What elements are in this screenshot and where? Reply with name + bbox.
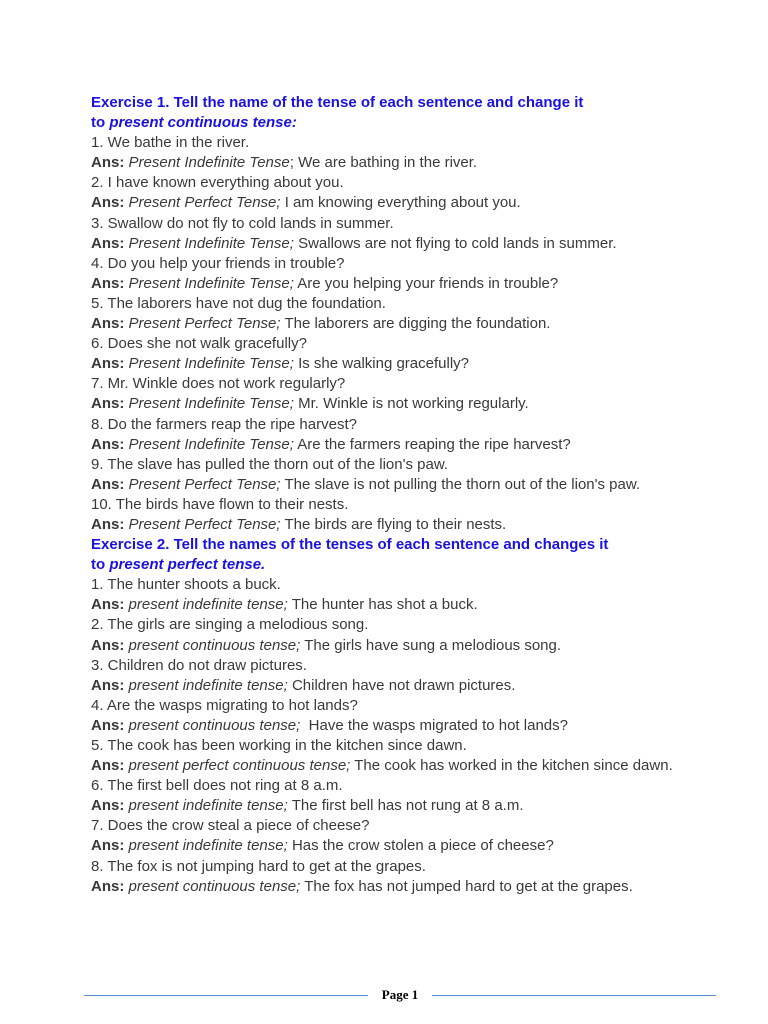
- exercise-1-heading: [91, 93, 731, 113]
- exercise-2-heading-line1: Exercise 2. Tell the names of the tenses of each sentence and changes it: [91, 536, 609, 554]
- ans-label: Ans:: [91, 274, 125, 292]
- exercise-1-heading-line1: Exercise 1. Tell the name of the tense of each sentence and change it: [91, 94, 584, 111]
- answer-text: The slave is not pulling the thorn out of the lion's paw.: [284, 475, 641, 493]
- exercise-2-heading-prefix: to: [91, 556, 110, 574]
- answer-line: [91, 234, 731, 254]
- ans-label: Ans:: [91, 154, 125, 172]
- exercise-1-heading-line2: [91, 113, 731, 133]
- question-line: 10. The birds have flown to their nests.: [91, 495, 349, 513]
- answer-line: [91, 595, 731, 615]
- answer-text: Are you helping your friends in trouble?: [297, 274, 559, 292]
- answer-line: [91, 274, 731, 294]
- ans-label: Ans:: [91, 837, 125, 855]
- answer-tense: Present Indefinite Tense;: [128, 274, 294, 292]
- question-line: 5. The laborers have not dug the foundation.: [91, 294, 386, 312]
- answer-text: The cook has worked in the kitchen since dawn.: [354, 757, 673, 775]
- answer-separator: ;: [289, 154, 299, 172]
- answer-line: [91, 836, 731, 856]
- answer-tense: Present Perfect Tense;: [128, 315, 281, 333]
- answer-line: [91, 515, 731, 535]
- ans-label: Ans:: [91, 716, 125, 734]
- exercise-2-heading-emphasis: present perfect tense.: [109, 556, 266, 574]
- answer-tense: present continuous tense;: [128, 636, 301, 654]
- question-line: 1. We bathe in the river.: [91, 134, 250, 152]
- question-line: 6. The first bell does not ring at 8 a.m.: [91, 777, 343, 795]
- ans-label: Ans:: [91, 355, 125, 373]
- answer-text: Mr. Winkle is not working regularly.: [298, 395, 529, 413]
- answer-line: [91, 796, 731, 816]
- exercise-1-items: [91, 133, 731, 535]
- answer-text: Has the crow stolen a piece of cheese?: [291, 837, 554, 855]
- answer-tense: Present Indefinite Tense;: [128, 355, 294, 373]
- document-body: [91, 93, 731, 897]
- question-line: 4. Are the wasps migrating to hot lands?: [91, 696, 358, 714]
- answer-separator: [300, 717, 308, 734]
- question-line: 9. The slave has pulled the thorn out of the lion's paw.: [91, 455, 448, 473]
- answer-line: [91, 193, 731, 213]
- question-line: 3. Children do not draw pictures.: [91, 656, 307, 674]
- answer-line: [91, 756, 731, 776]
- answer-text: We are bathing in the river.: [298, 154, 478, 172]
- exercise-2-heading: [91, 535, 731, 555]
- answer-tense: Present Indefinite Tense: [128, 154, 290, 172]
- question-line: 8. Do the farmers reap the ripe harvest?: [91, 415, 357, 433]
- answer-line: [91, 716, 731, 736]
- ans-label: Ans:: [91, 515, 125, 533]
- answer-tense: Present Perfect Tense;: [128, 194, 281, 212]
- answer-line: [91, 475, 731, 495]
- answer-tense: present indefinite tense;: [128, 596, 288, 614]
- answer-tense: Present Indefinite Tense;: [128, 395, 294, 413]
- ans-label: Ans:: [91, 636, 125, 654]
- answer-line: [91, 314, 731, 334]
- answer-tense: Present Perfect Tense;: [128, 515, 281, 533]
- question-line: 4. Do you help your friends in trouble?: [91, 254, 345, 272]
- answer-tense: present indefinite tense;: [128, 837, 288, 855]
- answer-text: Swallows are not flying to cold lands in summer.: [298, 234, 617, 252]
- ans-label: Ans:: [91, 676, 125, 694]
- answer-text: The first bell has not rung at 8 a.m.: [291, 797, 524, 815]
- answer-line: [91, 394, 731, 414]
- question-line: 5. The cook has been working in the kitchen since dawn.: [91, 737, 467, 754]
- answer-line: [91, 435, 731, 455]
- question-line: 1. The hunter shoots a buck.: [91, 576, 281, 594]
- answer-text: Is she walking gracefully?: [298, 355, 469, 373]
- answer-tense: Present Indefinite Tense;: [128, 234, 294, 252]
- exercise-2-items: [91, 575, 731, 897]
- answer-tense: present indefinite tense;: [128, 676, 288, 694]
- answer-text: I am knowing everything about you.: [284, 194, 521, 212]
- answer-text: The girls have sung a melodious song.: [304, 636, 562, 654]
- question-line: 2. The girls are singing a melodious song.: [91, 616, 369, 634]
- answer-tense: present continuous tense;: [128, 877, 301, 895]
- ans-label: Ans:: [91, 435, 125, 453]
- exercise-1-heading-emphasis: present continuous tense:: [109, 114, 297, 132]
- question-line: 6. Does she not walk gracefully?: [91, 335, 307, 353]
- answer-text: Have the wasps migrated to hot lands?: [308, 716, 568, 734]
- answer-text: The laborers are digging the foundation.: [284, 315, 551, 333]
- answer-tense: Present Indefinite Tense;: [128, 435, 294, 453]
- question-line: 8. The fox is not jumping hard to get at the grapes.: [91, 857, 426, 875]
- ans-label: Ans:: [91, 877, 125, 895]
- answer-line: [91, 153, 731, 173]
- exercise-1-heading-prefix: to: [91, 114, 110, 132]
- answer-tense: present perfect continuous tense;: [128, 757, 351, 775]
- answer-text: Are the farmers reaping the ripe harvest?: [297, 435, 571, 453]
- answer-tense: present continuous tense;: [128, 716, 301, 734]
- ans-label: Ans:: [91, 596, 125, 614]
- answer-text: Children have not drawn pictures.: [291, 676, 516, 694]
- ans-label: Ans:: [91, 475, 125, 493]
- ans-label: Ans:: [91, 194, 125, 212]
- ans-label: Ans:: [91, 315, 125, 333]
- page-number: Page 1: [381, 987, 419, 1002]
- question-line: 7. Does the crow steal a piece of cheese?: [91, 817, 370, 835]
- answer-line: [91, 354, 731, 374]
- answer-text: The birds are flying to their nests.: [284, 515, 507, 533]
- ans-label: Ans:: [91, 395, 125, 413]
- page-footer: [84, 986, 716, 1006]
- exercise-2-heading-line2: [91, 555, 731, 575]
- answer-line: [91, 676, 731, 696]
- answer-tense: present indefinite tense;: [128, 797, 288, 815]
- ans-label: Ans:: [91, 797, 125, 815]
- question-line: 2. I have known everything about you.: [91, 174, 344, 192]
- answer-tense: Present Perfect Tense;: [128, 475, 281, 493]
- answer-line: [91, 636, 731, 656]
- question-line: 7. Mr. Winkle does not work regularly?: [91, 375, 346, 393]
- ans-label: Ans:: [91, 234, 125, 252]
- answer-text: The hunter has shot a buck.: [291, 596, 478, 614]
- footer-rule-right: [432, 995, 716, 996]
- answer-line: [91, 877, 731, 897]
- question-line: 3. Swallow do not fly to cold lands in summer.: [91, 214, 394, 232]
- answer-text: The fox has not jumped hard to get at the grapes.: [304, 877, 633, 895]
- ans-label: Ans:: [91, 757, 125, 775]
